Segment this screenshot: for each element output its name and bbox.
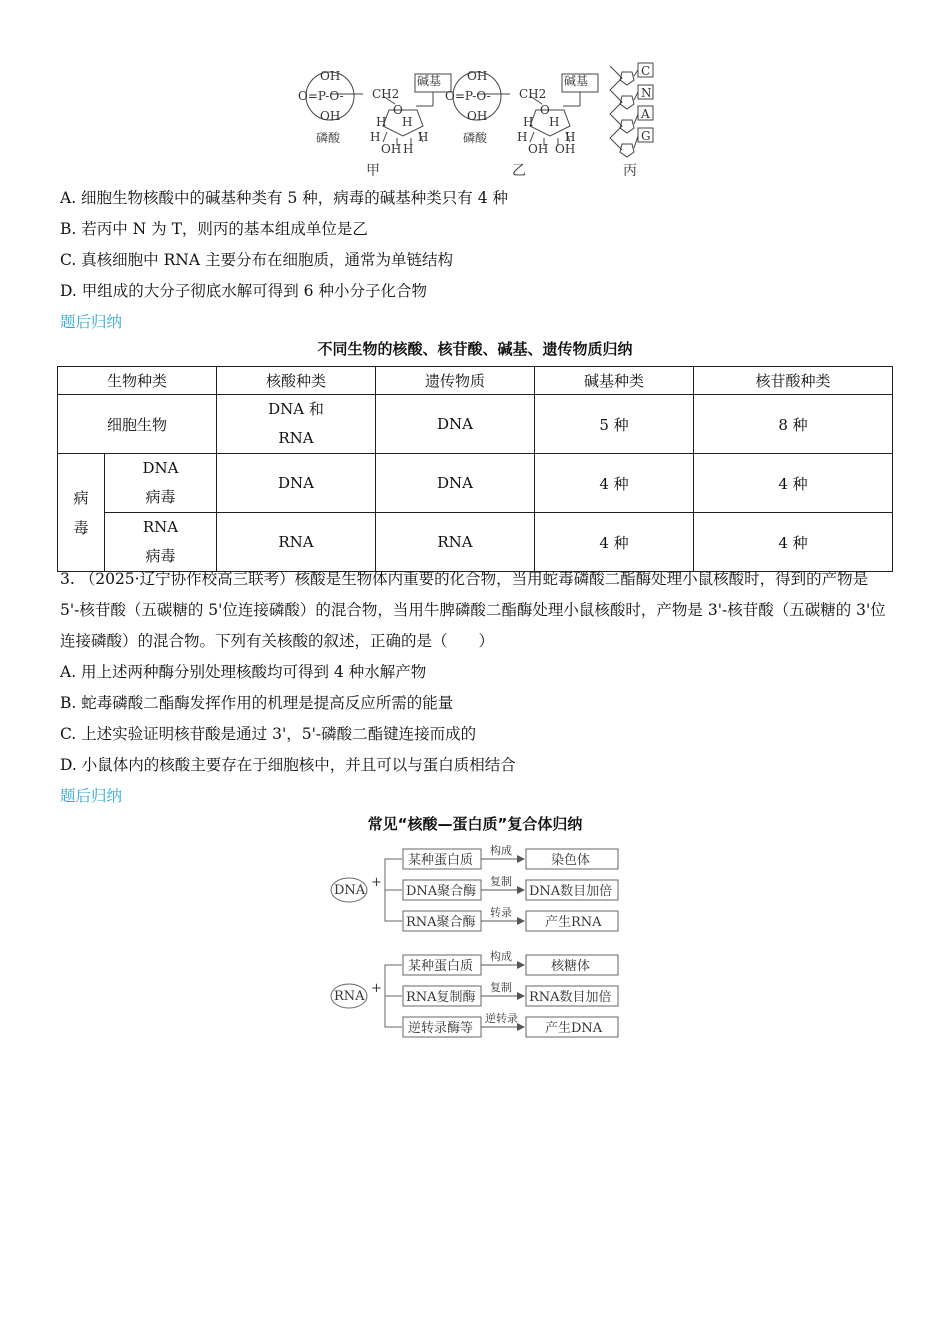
- svg-text:某种蛋白质: 某种蛋白质: [408, 853, 474, 868]
- cell-dna-virus-genetic: DNA: [376, 454, 535, 513]
- svg-text:OH: OH: [320, 69, 341, 83]
- svg-text:H: H: [549, 115, 560, 129]
- rna-label: RNA: [334, 989, 365, 1004]
- svg-text:H: H: [517, 130, 528, 144]
- cell-genetic: DNA: [376, 395, 535, 454]
- table-header-row: [58, 367, 893, 395]
- nucleotide-b-labels: [445, 69, 588, 156]
- header-genetic: 遗传物质: [376, 367, 535, 395]
- svg-text:O: O: [393, 103, 403, 117]
- svg-text:OH: OH: [467, 69, 488, 83]
- summary-label: 题后归纳: [60, 313, 123, 331]
- dna-group: [331, 843, 618, 931]
- svg-text:RNA聚合酶: RNA聚合酶: [406, 915, 476, 930]
- svg-text:转录: 转录: [490, 906, 512, 919]
- cell-dna-virus: DNA 病毒: [105, 454, 217, 513]
- q2-option-c: C. 真核细胞中 RNA 主要分布在细胞质，通常为单链结构: [60, 251, 453, 269]
- svg-text:RNA数目加倍: RNA数目加倍: [529, 990, 612, 1005]
- summary-label: 题后归纳: [60, 787, 123, 805]
- svg-text:OH: OH: [467, 109, 488, 123]
- svg-text:H: H: [402, 115, 413, 129]
- svg-text:H: H: [370, 130, 381, 144]
- svg-text:逆转录: 逆转录: [485, 1012, 518, 1025]
- strand-base-labels: [640, 64, 652, 143]
- svg-text:核糖体: 核糖体: [551, 959, 591, 974]
- cell-rna-virus-nucleic: RNA: [217, 513, 376, 572]
- svg-text:N: N: [641, 86, 652, 100]
- svg-text:构成: 构成: [490, 950, 512, 963]
- svg-text:H: H: [565, 130, 576, 144]
- svg-text:CH2: CH2: [372, 87, 400, 101]
- svg-text:甲: 甲: [366, 163, 380, 179]
- svg-text:磷酸: 磷酸: [463, 131, 488, 145]
- figure-labels: [366, 163, 637, 179]
- svg-text:产生RNA: 产生RNA: [545, 915, 602, 930]
- svg-text:DNA聚合酶: DNA聚合酶: [406, 884, 477, 899]
- summary-table: [57, 366, 893, 572]
- cell-rna-virus: RNA 病毒: [105, 513, 217, 572]
- cell-rna-virus-genetic: RNA: [376, 513, 535, 572]
- q2-option-d: D. 甲组成的大分子彻底水解可得到 6 种小分子化合物: [60, 282, 427, 300]
- q3-option-c: C. 上述实验证明核苷酸是通过 3'，5'-磷酸二酯键连接而成的: [60, 725, 477, 743]
- cell-dna-virus-nucleotides: 4 种: [694, 454, 893, 513]
- rna-group: [331, 949, 618, 1037]
- table-title: 不同生物的核酸、核苷酸、碱基、遗传物质归纳: [317, 340, 633, 358]
- svg-text:产生DNA: 产生DNA: [545, 1021, 603, 1036]
- table-row: [58, 513, 893, 572]
- svg-text:CH2: CH2: [519, 87, 547, 101]
- svg-text:OH: OH: [320, 109, 341, 123]
- svg-text:O=P-O-: O=P-O-: [445, 89, 491, 103]
- svg-text:H: H: [418, 130, 429, 144]
- svg-text:A: A: [641, 107, 650, 121]
- svg-text:OH: OH: [555, 142, 576, 156]
- svg-text:复制: 复制: [490, 875, 512, 888]
- cell-nucleotides: 8 种: [694, 395, 893, 454]
- cell-dna-virus-bases: 4 种: [535, 454, 694, 513]
- svg-text:H: H: [403, 142, 414, 156]
- svg-text:OH: OH: [381, 142, 402, 156]
- svg-text:逆转录酶等: 逆转录酶等: [408, 1021, 474, 1036]
- cell-rna-virus-nucleotides: 4 种: [694, 513, 893, 572]
- svg-text:碱基: 碱基: [564, 74, 589, 88]
- svg-text:O: O: [540, 103, 550, 117]
- q3-option-b: B. 蛇毒磷酸二酯酶发挥作用的机理是提高反应所需的能量: [60, 694, 454, 712]
- complex-diagram: [0, 835, 950, 1045]
- svg-text:乙: 乙: [512, 163, 526, 179]
- svg-text:OH: OH: [528, 142, 549, 156]
- header-bases: 碱基种类: [535, 367, 694, 395]
- svg-text:某种蛋白质: 某种蛋白质: [408, 959, 474, 974]
- cell-nucleic: DNA 和 RNA: [217, 395, 376, 454]
- q2-option-b: B. 若丙中 N 为 T，则丙的基本组成单位是乙: [60, 220, 368, 238]
- nucleotide-figure: [0, 0, 950, 185]
- header-nucleic: 核酸种类: [217, 367, 376, 395]
- table-row: [58, 454, 893, 513]
- svg-text:C: C: [641, 64, 651, 78]
- svg-text:碱基: 碱基: [417, 74, 442, 88]
- cell-virus: 病 毒: [58, 454, 105, 572]
- q3-option-a: A. 用上述两种酶分别处理核酸均可得到 4 种水解产物: [60, 663, 427, 681]
- svg-text:构成: 构成: [490, 844, 512, 857]
- header-nucleotides: 核苷酸种类: [694, 367, 893, 395]
- cell-dna-virus-nucleic: DNA: [217, 454, 376, 513]
- cell-organism: 细胞生物: [58, 395, 217, 454]
- diagram-title: 常见“核酸—蛋白质”复合体归纳: [367, 815, 583, 833]
- q2-option-a: A. 细胞生物核酸中的碱基种类有 5 种，病毒的碱基种类只有 4 种: [60, 189, 508, 207]
- nucleotide-a-labels: [298, 69, 441, 156]
- header-organism: 生物种类: [58, 367, 217, 395]
- q3-option-d: D. 小鼠体内的核酸主要存在于细胞核中，并且可以与蛋白质相结合: [60, 756, 516, 774]
- q3-stem: 3. （2025·辽宁协作校高三联考）核酸是生物体内重要的化合物，当用蛇毒磷酸二酯酶处理小鼠核酸时，得到的产物是 5'-核苷酸（五碳糖的 5'位连接磷酸）的混合物，当用牛脾磷酸二酯酶处理小鼠核酸时，产物是 3'-核苷酸（五碳糖的 3'位连接磷酸）的混合物。下列有关核酸的叙述，正确的是（ ）: [60, 570, 886, 650]
- svg-text:RNA复制酶: RNA复制酶: [406, 990, 476, 1005]
- svg-text:O=P-O-: O=P-O-: [298, 89, 344, 103]
- svg-text:H: H: [523, 115, 534, 129]
- cell-rna-virus-bases: 4 种: [535, 513, 694, 572]
- cell-bases: 5 种: [535, 395, 694, 454]
- svg-text:丙: 丙: [623, 163, 637, 179]
- svg-text:G: G: [641, 129, 651, 143]
- svg-text:复制: 复制: [490, 981, 512, 994]
- svg-text:磷酸: 磷酸: [316, 131, 341, 145]
- svg-text:DNA数目加倍: DNA数目加倍: [529, 884, 613, 899]
- svg-text:H: H: [376, 115, 387, 129]
- svg-text:+: +: [371, 875, 382, 890]
- svg-text:染色体: 染色体: [551, 853, 591, 868]
- svg-text:+: +: [371, 981, 382, 996]
- table-row: [58, 395, 893, 454]
- dna-label: DNA: [334, 883, 366, 898]
